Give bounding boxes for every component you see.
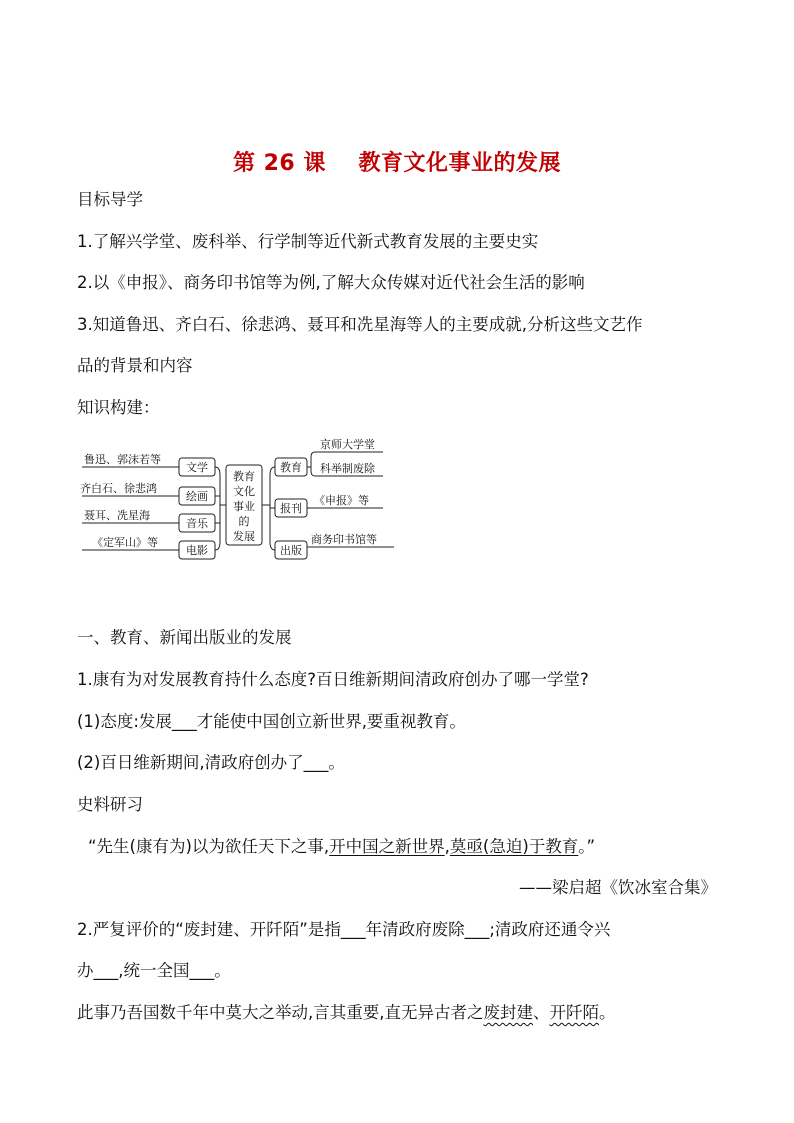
diagram-cat-film: 电影 — [186, 544, 208, 557]
knowledge-diagram — [78, 430, 398, 565]
diagram-cat-press: 报刊 — [280, 502, 302, 515]
quote-author: ——梁启超《饮冰室合集》 — [519, 878, 717, 897]
diagram-cat-music: 音乐 — [186, 517, 208, 530]
diagram-center-2: 文化 — [233, 485, 255, 498]
blank-field[interactable]: ___ — [464, 920, 490, 939]
source-passage: 此事乃吾国数千年中莫大之举动,言其重要,直无异古者之废封建、开阡陌。 — [77, 1003, 616, 1022]
question-1: 1.康有为对发展教育持什么态度?百日维新期间清政府创办了哪一学堂? — [77, 670, 589, 689]
goal-item-3-cont: 品的背景和内容 — [77, 356, 193, 375]
diagram-cat-painting: 绘画 — [186, 490, 208, 503]
lesson-title: 第 26 课 教育文化事业的发展 — [232, 151, 562, 176]
blank-field[interactable]: ___ — [303, 753, 329, 772]
diagram-people-film: 《定军山》等 — [92, 536, 158, 549]
goal-item-1: 1.了解兴学堂、废科举、行学制等近代新式教育发展的主要史实 — [77, 232, 539, 251]
question-2-line2: 办___,统一全国___。 — [77, 961, 231, 980]
diagram-center-5: 发展 — [233, 530, 255, 543]
goal-item-3: 3.知道鲁迅、齐白石、徐悲鸿、聂耳和冼星海等人的主要成就,分析这些文艺作 — [77, 315, 643, 334]
diagram-item-exam-abolished: 科举制废除 — [320, 462, 375, 475]
diagram-people-painting: 齐白石、徐悲鸿 — [80, 482, 157, 495]
diagram-people-literature: 鲁迅、郭沫若等 — [84, 453, 161, 466]
question-1a: (1)态度:发展___才能使中国创立新世界,要重视教育。 — [77, 712, 466, 731]
diagram-cat-literature: 文学 — [186, 461, 208, 474]
goal-item-2: 2.以《申报》、商务印书馆等为例,了解大众传媒对近代社会生活的影响 — [77, 273, 585, 292]
diagram-item-shenbao: 《申报》等 — [314, 494, 369, 507]
diagram-center-4: 的 — [238, 515, 250, 528]
source-heading: 史料研习 — [77, 795, 143, 814]
knowledge-heading: 知识构建： — [77, 398, 160, 417]
diagram-cat-education: 教育 — [280, 461, 302, 474]
blank-field[interactable]: ___ — [171, 712, 197, 731]
question-1b: (2)百日维新期间,清政府创办了___。 — [77, 753, 345, 772]
question-2-line1: 2.严复评价的“废封建、开阡陌”是指___年清政府废除___;清政府还通令兴 — [77, 920, 611, 939]
blank-field[interactable]: ___ — [189, 961, 215, 980]
diagram-center-3: 事业 — [233, 500, 255, 513]
section-heading: 一、教育、新闻出版业的发展 — [77, 628, 292, 647]
blank-field[interactable]: ___ — [93, 961, 119, 980]
diagram-people-music: 聂耳、冼星海 — [84, 509, 150, 522]
source-quote: “先生(康有为)以为欲任天下之事,开中国之新世界,莫亟(急迫)于教育。” — [88, 837, 596, 856]
diagram-center-1: 教育 — [233, 470, 255, 483]
blank-field[interactable]: ___ — [340, 920, 366, 939]
goals-heading: 目标导学 — [77, 190, 143, 209]
diagram-item-commercial-press: 商务印书馆等 — [311, 533, 377, 546]
diagram-cat-publishing: 出版 — [280, 544, 302, 557]
diagram-item-university: 京师大学堂 — [320, 438, 375, 451]
